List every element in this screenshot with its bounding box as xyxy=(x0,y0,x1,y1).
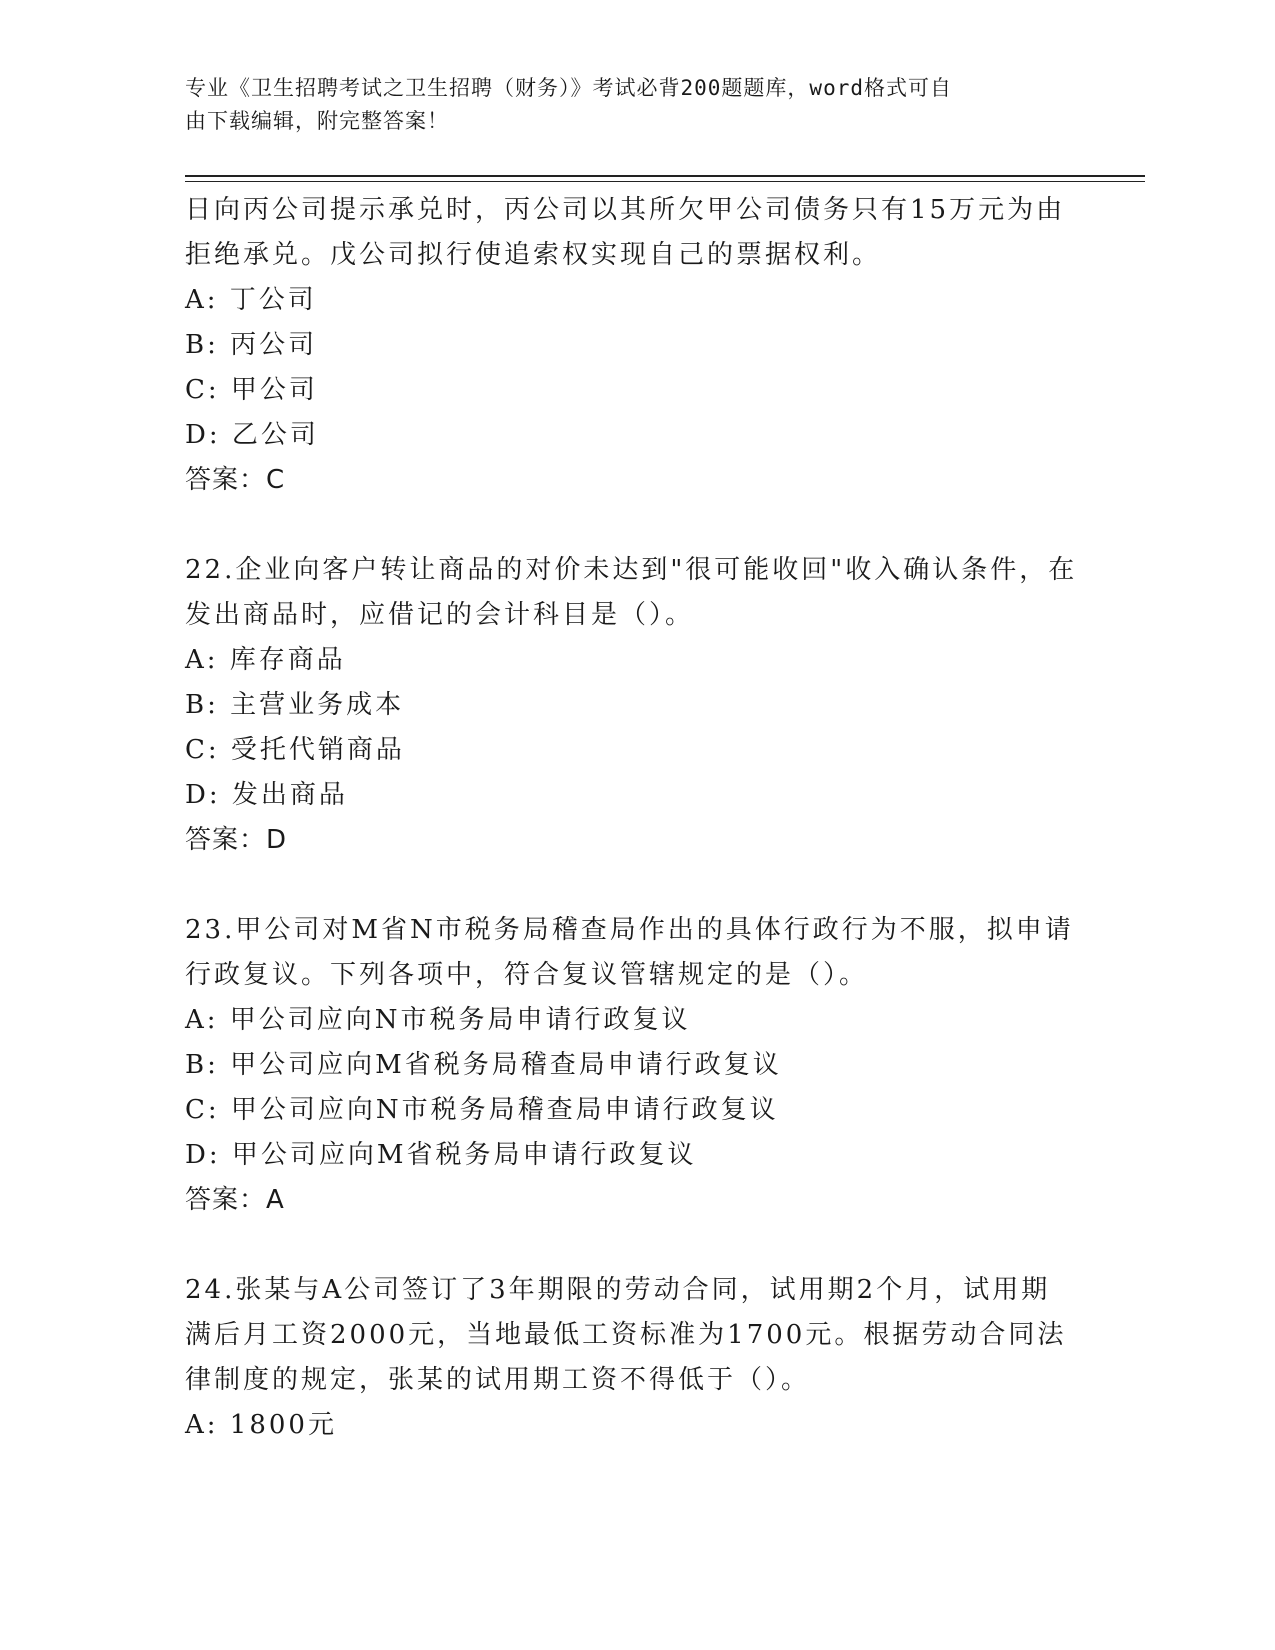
option-b: B: 甲公司应向M省税务局稽查局申请行政复议 xyxy=(185,1050,782,1080)
question-text-line: 发出商品时，应借记的会计科目是（）。 xyxy=(185,600,695,630)
option-a: A: 库存商品 xyxy=(185,645,346,675)
question-text-line: 24.张某与A公司签订了3年期限的劳动合同，试用期2个月，试用期 xyxy=(185,1275,1051,1305)
question-continuation xyxy=(185,188,1065,503)
header-rule-thick xyxy=(185,175,1145,177)
answer-line: 答案：A xyxy=(185,1185,285,1215)
option-a: A: 丁公司 xyxy=(185,285,317,315)
document-header xyxy=(185,72,1065,138)
question-text-line: 拒绝承兑。戊公司拟行使追索权实现自己的票据权利。 xyxy=(185,240,882,270)
question-text-line: 律制度的规定，张某的试用期工资不得低于（）。 xyxy=(185,1365,811,1395)
option-d: D: 发出商品 xyxy=(185,780,348,810)
option-a: A: 1800元 xyxy=(185,1410,337,1440)
question-24 xyxy=(185,1268,1065,1448)
question-text-line: 22.企业向客户转让商品的对价未达到"很可能收回"收入确认条件，在 xyxy=(185,555,1078,585)
question-text-line: 行政复议。下列各项中，符合复议管辖规定的是（）。 xyxy=(185,960,869,990)
option-d: D: 甲公司应向M省税务局申请行政复议 xyxy=(185,1140,697,1170)
option-a: A: 甲公司应向N市税务局申请行政复议 xyxy=(185,1005,691,1035)
question-text-line: 日向丙公司提示承兑时，丙公司以其所欠甲公司债务只有15万元为由 xyxy=(185,195,1066,225)
answer-line: 答案：C xyxy=(185,465,286,495)
answer-line: 答案：D xyxy=(185,825,288,855)
option-b: B: 主营业务成本 xyxy=(185,690,405,720)
question-content xyxy=(185,188,1078,1448)
option-d: D: 乙公司 xyxy=(185,420,319,450)
question-text-line: 满后月工资2000元，当地最低工资标准为1700元。根据劳动合同法 xyxy=(185,1320,1067,1350)
option-c: C: 受托代销商品 xyxy=(185,735,405,765)
header-line-1: 专业《卫生招聘考试之卫生招聘（财务）》考试必背200题题库，word格式可自 xyxy=(185,76,952,100)
option-c: C: 甲公司 xyxy=(185,375,318,405)
question-22 xyxy=(185,548,1078,863)
header-line-2: 由下载编辑，附完整答案！ xyxy=(185,109,449,133)
option-b: B: 丙公司 xyxy=(185,330,318,360)
option-c: C: 甲公司应向N市税务局稽查局申请行政复议 xyxy=(185,1095,779,1125)
header-rule-thin xyxy=(185,181,1145,182)
question-23 xyxy=(185,908,1074,1223)
question-text-line: 23.甲公司对M省N市税务局稽查局作出的具体行政行为不服，拟申请 xyxy=(185,915,1074,945)
